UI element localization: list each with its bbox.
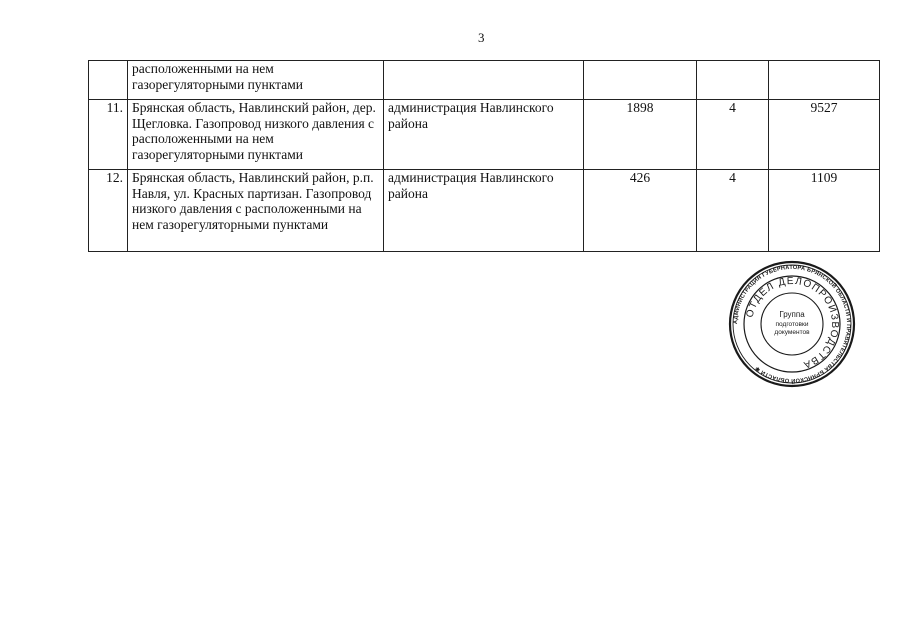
official-seal [728,260,856,388]
page-number: 3 [478,30,485,45]
owner-cell: администрация Навлинского района [384,170,584,252]
seal-middle-text: ОТДЕЛ ДЕЛОПРОИЗВОДСТВА [744,275,841,371]
category-cell [697,61,769,100]
row-number-cell [89,61,128,100]
address-cell: расположенными на нем газорегуляторными пунктами [128,61,384,100]
length-cell: 1898 [584,100,697,170]
row-number-cell: 11. [89,100,128,170]
address-cell: Брянская область, Навлинский район, р.п. Навля, ул. Красных партизан. Газопровод низкого давления с расположенными на нем газорегуляторными пунктами [128,170,384,252]
owner-cell: администрация Навлинского района [384,100,584,170]
value-cell [769,61,880,100]
seal-center-line-1: Группа [779,310,805,319]
category-cell: 4 [697,100,769,170]
table-row [89,61,880,100]
table-row [89,100,880,170]
value-cell: 1109 [769,170,880,252]
seal-center-line-2: подготовки [775,321,809,328]
address-cell: Брянская область, Навлинский район, дер. Щегловка. Газопровод низкого давления с расположенными на нем газорегуляторными пунктами [128,100,384,170]
value-cell: 9527 [769,100,880,170]
seal-center-line-3: документов [774,329,810,336]
seal-outer-text: АДМИНИСТРАЦИЯ ГУБЕРНАТОРА БРЯНСКОЙ ОБЛАСТИ И ПРАВИТЕЛЬСТВА БРЯНСКОЙ ОБЛАСТИ ✱ [732,264,852,384]
length-cell: 426 [584,170,697,252]
length-cell [584,61,697,100]
document-table [88,60,880,252]
row-number-cell: 12. [89,170,128,252]
category-cell: 4 [697,170,769,252]
owner-cell [384,61,584,100]
table-row [89,170,880,252]
